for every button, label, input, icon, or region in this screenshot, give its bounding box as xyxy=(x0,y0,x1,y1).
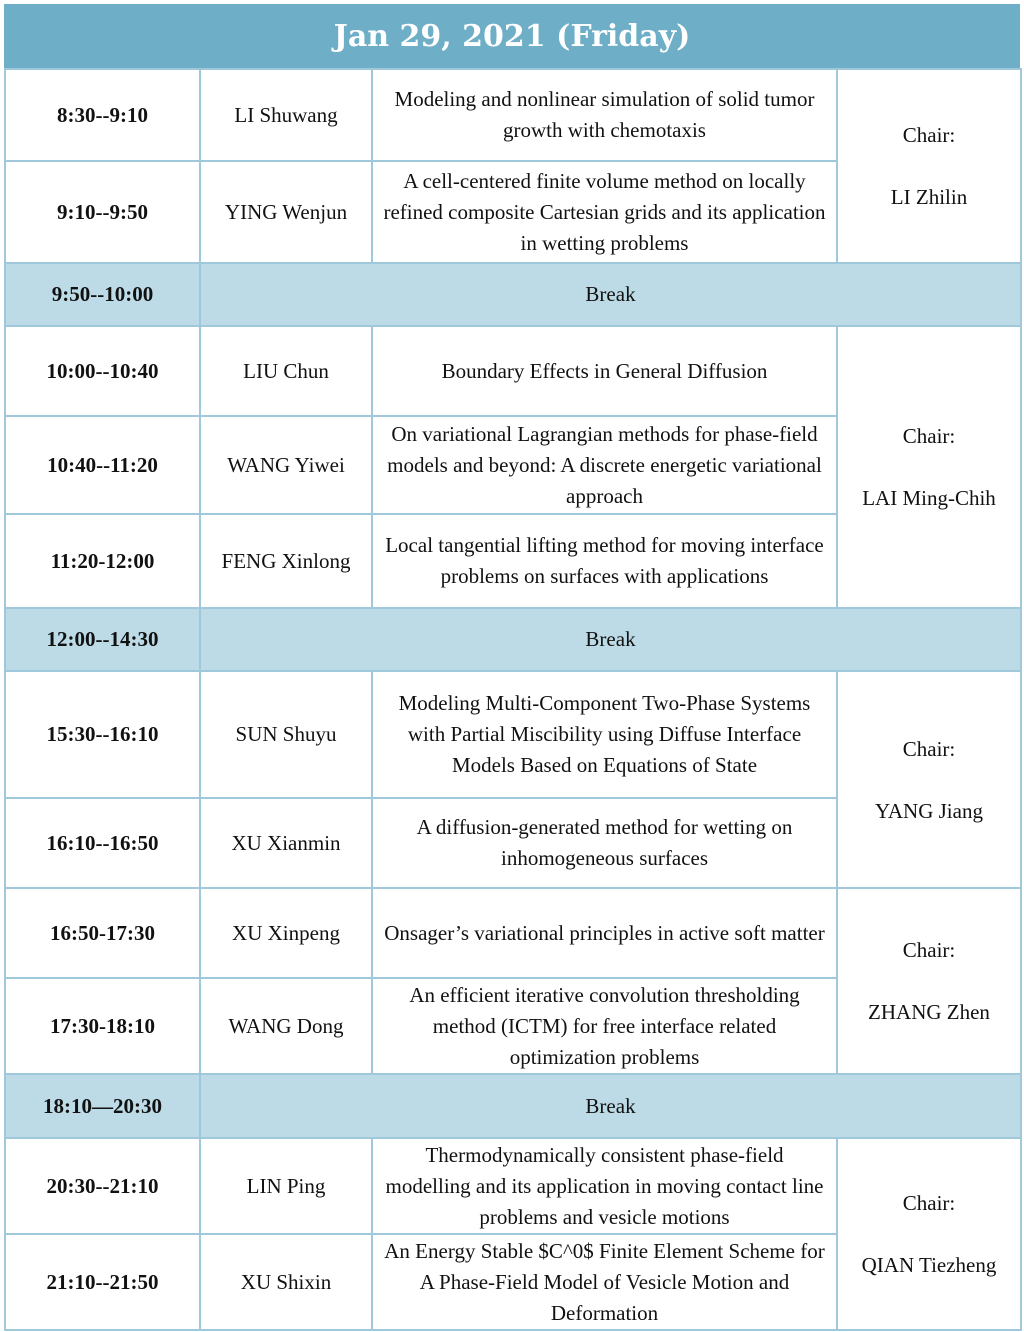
chair-cell xyxy=(837,69,1021,263)
talk-title-cell: An Energy Stable $C^0$ Finite Element Scheme for A Phase-Field Model of Vesicle Motion and Deformation xyxy=(372,1234,837,1330)
table-row xyxy=(5,1138,1021,1234)
time-cell: 9:10--9:50 xyxy=(5,161,200,263)
chair-label: Chair: xyxy=(902,424,956,448)
speaker-cell: XU Xianmin xyxy=(200,798,372,888)
talk-title-cell: An efficient iterative convolution thresholding method (ICTM) for free interface related optimization problems xyxy=(372,978,837,1074)
break-row xyxy=(5,1074,1021,1138)
time-cell: 10:40--11:20 xyxy=(5,416,200,514)
chair-label: Chair: xyxy=(902,1191,956,1215)
speaker-cell: XU Xinpeng xyxy=(200,888,372,978)
speaker-cell: LIN Ping xyxy=(200,1138,372,1234)
time-cell: 17:30-18:10 xyxy=(5,978,200,1074)
day-header: Jan 29, 2021 (Friday) xyxy=(4,4,1020,68)
talk-title-cell: Local tangential lifting method for moving interface problems on surfaces with applications xyxy=(372,514,837,608)
time-cell: 18:10—20:30 xyxy=(5,1074,200,1138)
chair-name: ZHANG Zhen xyxy=(868,1000,990,1024)
speaker-cell: LI Shuwang xyxy=(200,69,372,161)
break-label: Break xyxy=(200,263,1021,326)
time-cell: 20:30--21:10 xyxy=(5,1138,200,1234)
break-label: Break xyxy=(200,1074,1021,1138)
chair-label: Chair: xyxy=(902,736,956,761)
break-row xyxy=(5,263,1021,326)
table-row xyxy=(5,326,1021,416)
time-cell: 21:10--21:50 xyxy=(5,1234,200,1330)
talk-title-cell: On variational Lagrangian methods for phase-field models and beyond: A discrete energetic variational approach xyxy=(372,416,837,514)
speaker-cell: WANG Dong xyxy=(200,978,372,1074)
talk-title-cell: Modeling and nonlinear simulation of solid tumor growth with chemotaxis xyxy=(372,69,837,161)
chair-cell xyxy=(837,326,1021,608)
speaker-cell: LIU Chun xyxy=(200,326,372,416)
talk-title-cell: A cell-centered finite volume method on locally refined composite Cartesian grids and its application in wetting problems xyxy=(372,161,837,263)
chair-name: QIAN Tiezheng xyxy=(861,1253,997,1277)
time-cell: 10:00--10:40 xyxy=(5,326,200,416)
talk-title-cell: A diffusion-generated method for wetting on inhomogeneous surfaces xyxy=(372,798,837,888)
time-cell: 9:50--10:00 xyxy=(5,263,200,326)
speaker-cell: SUN Shuyu xyxy=(200,671,372,798)
speaker-cell: YING Wenjun xyxy=(200,161,372,263)
talk-title-cell: Thermodynamically consistent phase-field modelling and its application in moving contact line problems and vesicle motions xyxy=(372,1138,837,1234)
time-cell: 12:00--14:30 xyxy=(5,608,200,671)
chair-name: LI Zhilin xyxy=(890,185,968,209)
time-cell: 15:30--16:10 xyxy=(5,671,200,798)
time-cell: 11:20-12:00 xyxy=(5,514,200,608)
talk-title-cell: Modeling Multi-Component Two-Phase Systems with Partial Miscibility using Diffuse Interface Models Based on Equations of State xyxy=(372,671,837,798)
chair-cell xyxy=(837,1138,1021,1330)
speaker-cell: FENG Xinlong xyxy=(200,514,372,608)
time-cell: 16:10--16:50 xyxy=(5,798,200,888)
talk-title-cell: Boundary Effects in General Diffusion xyxy=(372,326,837,416)
chair-label: Chair: xyxy=(902,123,956,147)
break-label: Break xyxy=(200,608,1021,671)
time-cell: 16:50-17:30 xyxy=(5,888,200,978)
chair-cell xyxy=(837,888,1021,1074)
speaker-cell: XU Shixin xyxy=(200,1234,372,1330)
chair-label: Chair: xyxy=(902,938,956,962)
chair-name: LAI Ming-Chih xyxy=(862,486,996,510)
talk-title-cell: Onsager’s variational principles in active soft matter xyxy=(372,888,837,978)
chair-cell xyxy=(837,671,1021,888)
table-row xyxy=(5,69,1021,161)
time-cell: 8:30--9:10 xyxy=(5,69,200,161)
speaker-cell: WANG Yiwei xyxy=(200,416,372,514)
table-row xyxy=(5,671,1021,798)
table-row xyxy=(5,888,1021,978)
chair-name: YANG Jiang xyxy=(875,798,983,823)
schedule-table xyxy=(4,68,1022,1331)
break-row xyxy=(5,608,1021,671)
